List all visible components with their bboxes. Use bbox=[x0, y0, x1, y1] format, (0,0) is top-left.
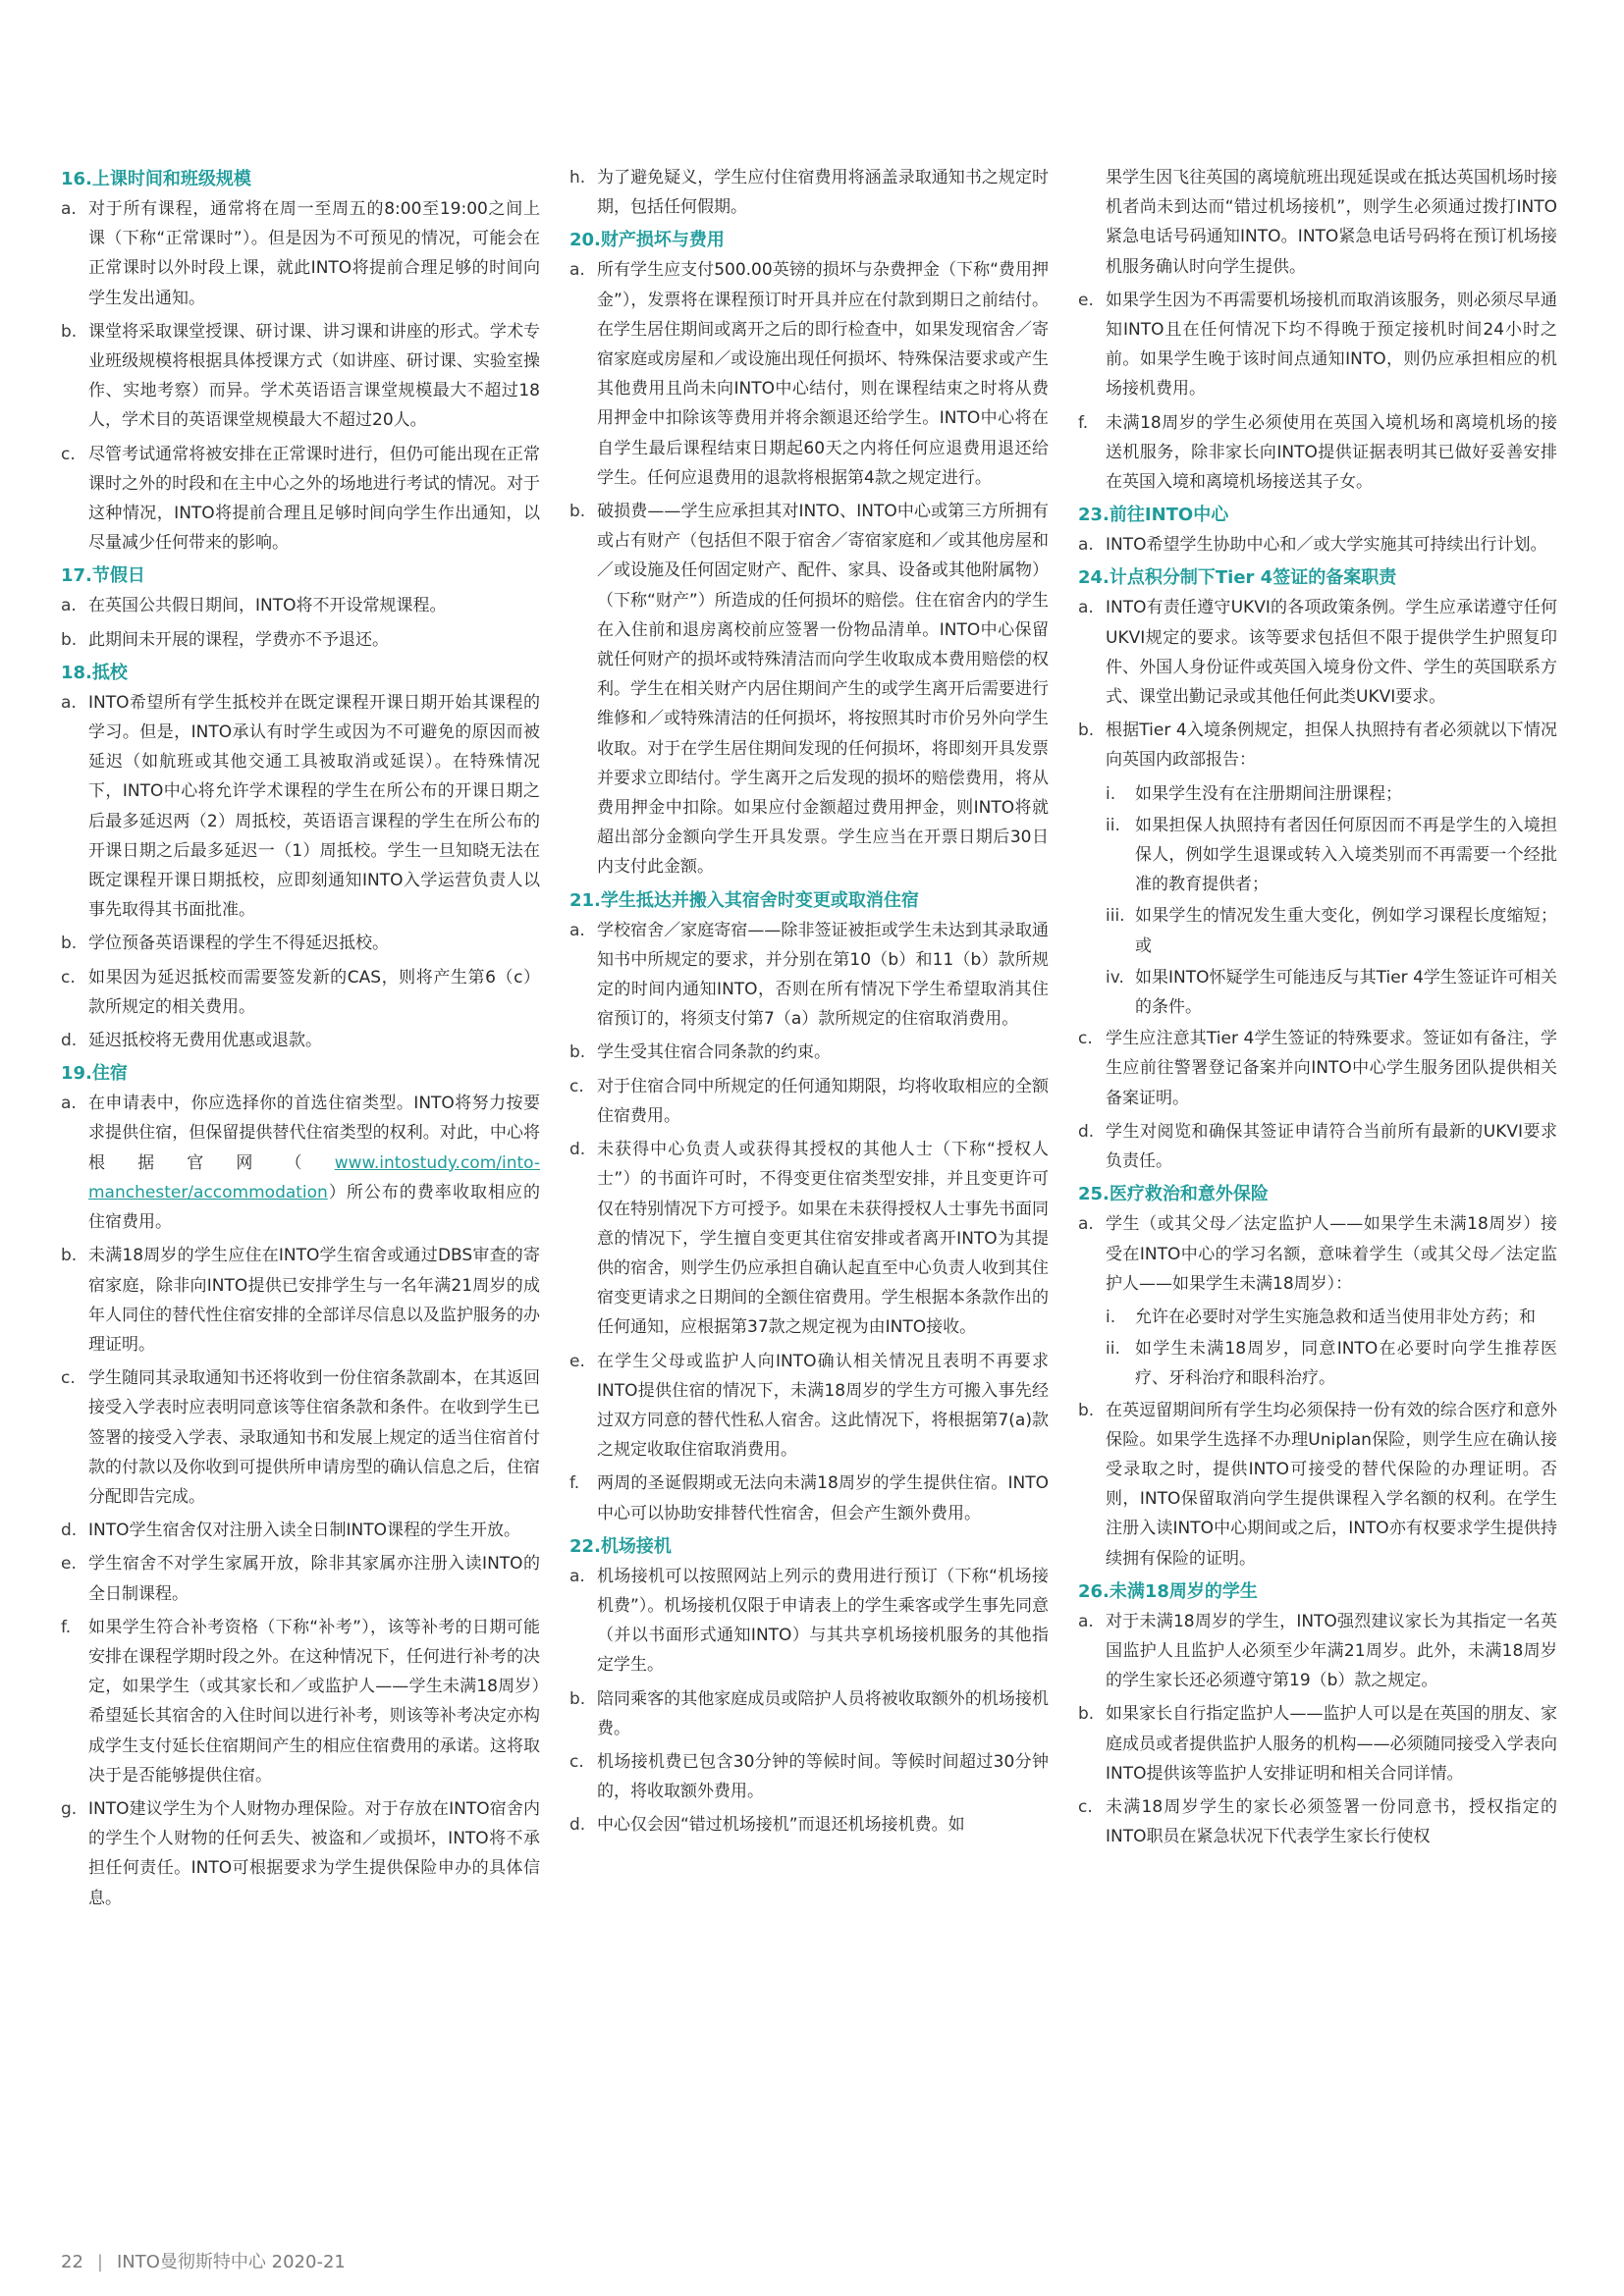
clause-label: d. bbox=[61, 1521, 78, 1541]
clause bbox=[1078, 716, 1557, 774]
clause-text bbox=[597, 1038, 1049, 1067]
clause-text bbox=[597, 1072, 1049, 1131]
clause-text bbox=[88, 1613, 540, 1790]
clause-text-part: 对于所有课程，通常将在周一至周五的8:00至19:00之间上课（下称“正常课时”）。但是因为不可预见的情况，可能会在正常课时以外时段上课，就此INTO将提前合理足够的时间向学生发出通知。 bbox=[88, 199, 540, 308]
clause-text-part: 如学生未满18周岁，同意INTO在必要时向学生推荐医疗、牙科治疗和眼科治疗。 bbox=[1135, 1339, 1557, 1389]
section-heading: 24.计点积分制下Tier 4签证的备案职责 bbox=[1078, 567, 1397, 589]
clause bbox=[1078, 1699, 1557, 1789]
clause-text bbox=[1106, 1607, 1557, 1696]
clause-text-part: 学位预备英语课程的学生不得延迟抵校。 bbox=[88, 934, 389, 954]
clause-text bbox=[1106, 163, 1557, 282]
clause-text bbox=[1135, 901, 1557, 960]
clause-text bbox=[88, 1089, 540, 1237]
clause-text-part: 课堂将采取课堂授课、研讨课、讲习课和讲座的形式。学术专业班级规模将根据具体授课方式（如讲座、研讨课、实验室操作、实地考察）而异。学术英语语言课堂规模最大不超过18人，学术目的英语课堂规模最大不超过20人。 bbox=[88, 321, 540, 431]
clause-label: c. bbox=[569, 1751, 584, 1772]
clause-text bbox=[597, 255, 1049, 493]
section-heading: 21.学生抵达并搬入其宿舍时变更或取消住宿 bbox=[569, 889, 919, 911]
clause-text bbox=[1106, 1699, 1557, 1789]
clause-label: a. bbox=[1078, 1214, 1094, 1235]
clause-text-part: 在学生父母或监护人向INTO确认相关情况且表明不再要求INTO提供住宿的情况下，未满18周岁的学生方可搬入事先经过双方同意的替代性私人宿舍。这此情况下，将根据第7(a)款之规定收取住宿取消费用。 bbox=[597, 1351, 1049, 1461]
clause-label: b. bbox=[61, 1246, 78, 1266]
sub-clause bbox=[1106, 963, 1557, 1022]
clause-label: iv. bbox=[1106, 967, 1124, 988]
clause-text bbox=[88, 440, 540, 559]
clause-label: e. bbox=[1078, 290, 1094, 310]
clause bbox=[1078, 286, 1557, 404]
clause bbox=[1078, 408, 1557, 498]
clause bbox=[1078, 163, 1557, 282]
clause-label: h. bbox=[569, 168, 586, 187]
clause-text-part: 所有学生应支付500.00英镑的损坏与杂费押金（下称“费用押金”），发票将在课程预订时开具并应在付款到期日之前结付。在学生居住期间或离开之后的即行检查中，如果发现宿舍／寄宿家庭或房屋和／或设施出现任何损坏、特殊保洁要求或产生其他费用且尚未向INTO中心结付，则在课程结束之时将从费用押金中扣除该等费用并将余额退还给学生。INTO中心将在自学生最后课程结束日期起60天之内将任何应退费用退还给学生。任何应退费用的退款将根据第4款之规定进行。 bbox=[597, 260, 1049, 488]
clause-text bbox=[1106, 1396, 1557, 1574]
clause-label: f. bbox=[1078, 412, 1089, 433]
section-heading: 22.机场接机 bbox=[569, 1535, 672, 1557]
clause-label: g. bbox=[61, 1798, 78, 1819]
clause-text bbox=[597, 1562, 1049, 1681]
clause-label: c. bbox=[1078, 1029, 1093, 1049]
clause-text-part: INTO希望学生协助中心和／或大学实施其可持续出行计划。 bbox=[1106, 535, 1547, 556]
clause-label: b. bbox=[61, 934, 78, 954]
clause bbox=[569, 255, 1049, 493]
clause bbox=[569, 1135, 1049, 1342]
page-footer bbox=[61, 2248, 346, 2273]
clause-text bbox=[1106, 286, 1557, 404]
clause-text bbox=[597, 1810, 1049, 1840]
clause bbox=[569, 1468, 1049, 1527]
clause-text bbox=[88, 1794, 540, 1913]
clause-label: e. bbox=[61, 1554, 77, 1575]
clause-label: f. bbox=[61, 1617, 72, 1637]
column-middle bbox=[569, 163, 1049, 1844]
clause-text-part: INTO建议学生为个人财物办理保险。对于存放在INTO宿舍内的学生个人财物的任何丢失、被盗和／或损坏，INTO将不承担任何责任。INTO可根据要求为学生提供保险申办的具体信息。 bbox=[88, 1798, 540, 1908]
clause-label: d. bbox=[569, 1140, 586, 1160]
clause-label: f. bbox=[569, 1473, 580, 1494]
clause-label: c. bbox=[61, 967, 76, 988]
clause-text-part: 在申请表中，你应选择你的首选住宿类型。INTO将努力按要求提供住宿，但保留提供替代住宿类型的权利。对此，中心将根据官网（ bbox=[88, 1094, 540, 1173]
clause bbox=[61, 1516, 540, 1545]
clause bbox=[569, 1684, 1049, 1743]
clause bbox=[569, 1072, 1049, 1131]
clause-label: a. bbox=[61, 1094, 77, 1114]
clause bbox=[569, 163, 1049, 222]
sub-clause bbox=[1106, 1303, 1557, 1332]
clause-label: a. bbox=[1078, 535, 1094, 556]
clause-label: b. bbox=[569, 1042, 586, 1063]
clause-text-part: 学生对阅览和确保其签证申请符合当前所有最新的UKVI要求负责任。 bbox=[1106, 1121, 1557, 1172]
clause-label: b. bbox=[61, 321, 78, 342]
footer-separator: | bbox=[96, 2252, 103, 2272]
document-title: INTO曼彻斯特中心 2020-21 bbox=[116, 2252, 346, 2272]
clause-text bbox=[1135, 811, 1557, 900]
clause-text-part: 未满18周岁学生的家长必须签署一份同意书，授权指定的INTO职员在紧急状况下代表学生家长行使权 bbox=[1106, 1796, 1557, 1847]
section-heading: 23.前往INTO中心 bbox=[1078, 505, 1229, 526]
clause bbox=[1078, 593, 1557, 712]
clause-label: a. bbox=[569, 1566, 585, 1586]
clause bbox=[61, 1241, 540, 1360]
clause bbox=[1078, 1396, 1557, 1574]
clause-label: b. bbox=[61, 629, 78, 650]
clause-text bbox=[88, 625, 540, 655]
clause-label: c. bbox=[569, 1076, 584, 1096]
clause-text-part: 机场接机可以按照网站上列示的费用进行预订（下称“机场接机费”）。机场接机仅限于申请表上的学生乘客或学生事先同意（并以书面形式通知INTO）与其共享机场接机服务的其他指定学生。 bbox=[597, 1566, 1049, 1676]
clause-text bbox=[88, 688, 540, 926]
clause bbox=[1078, 1024, 1557, 1113]
clause-text-part: 如果家长自行指定监护人——监护人可以是在英国的朋友、家庭成员或者提供监护人服务的机构——必须随同接受入学表向INTO提供该等监护人安排证明和相关合同详情。 bbox=[1106, 1704, 1557, 1784]
clause-text-part: 未满18周岁的学生必须使用在英国入境机场和离境机场的接送机服务，除非家长向INTO提供证据表明其已做好妥善安排在英国入境和离境机场接送其子女。 bbox=[1106, 412, 1557, 493]
clause-text bbox=[88, 1516, 540, 1545]
clause-label: d. bbox=[61, 1031, 78, 1051]
clause-text-part: 如果INTO怀疑学生可能违反与其Tier 4学生签证许可相关的条件。 bbox=[1135, 967, 1557, 1018]
clause-label: a. bbox=[61, 596, 77, 616]
clause-label: a. bbox=[569, 260, 585, 281]
clause-text-part: 在英国公共假日期间，INTO将不开设常规课程。 bbox=[88, 596, 447, 616]
clause-label bbox=[1078, 163, 1106, 282]
clause bbox=[61, 1794, 540, 1913]
clause-label: c. bbox=[61, 1368, 76, 1389]
clause-text-part: 如果担保人执照持有者因任何原因而不再是学生的入境担保人，例如学生退课或转入入境类别而不再需要一个经批准的教育提供者； bbox=[1135, 815, 1557, 895]
clause-text-part: 学生宿舍不对学生家属开放，除非其家属亦注册入读INTO的全日制课程。 bbox=[88, 1554, 540, 1604]
clause-text-part: 对于住宿合同中所规定的任何通知期限，均将收取相应的全额住宿费用。 bbox=[597, 1076, 1049, 1126]
clause-text bbox=[88, 1241, 540, 1360]
clause-text-part: 如果学生因为不再需要机场接机而取消该服务，则必须尽早通知INTO且在任何情况下均不得晚于预定接机时间24小时之前。如果学生晚于该时间点通知INTO，则仍应承担相应的机场接机费用。 bbox=[1106, 290, 1557, 400]
clause-text bbox=[1106, 530, 1557, 560]
clause-text-part: 在英逗留期间所有学生均必须保持一份有效的综合医疗和意外保险。如果学生选择不办理Uniplan保险，则学生应在确认接受录取之时，提供INTO可接受的替代保险的办理证明。否则，INTO保留取消向学生提供课程入学名额的权利。在学生注册入读INTO中心期间或之后，INTO亦有权要求学生提供持续拥有保险的证明。 bbox=[1106, 1400, 1557, 1569]
clause-text-part: 两周的圣诞假期或无法向未满18周岁的学生提供住宿。INTO中心可以协助安排替代性宿舍，但会产生额外费用。 bbox=[597, 1473, 1049, 1523]
clause-text bbox=[88, 194, 540, 313]
clause-label: a. bbox=[569, 920, 585, 940]
clause-label: i. bbox=[1106, 1307, 1116, 1327]
column-right bbox=[1078, 163, 1557, 1855]
clause-text-part: 未获得中心负责人或获得其授权的其他人士（下称“授权人士”）的书面许可时，不得变更住宿类型安排，并且变更许可仅在特别情况下方可授予。如果在未获得授权人士事先书面同意的情况下，学生擅自变更其住宿安排或者离开INTO为其提供的宿舍，则学生仍应承担自确认起直至中心负责人收到其住宿变更请求之日期间的全额住宿费用。学生根据本条款作出的任何通知，应根据第37款之规定视为由INTO接收。 bbox=[597, 1140, 1049, 1338]
section-heading: 25.医疗救治和意外保险 bbox=[1078, 1184, 1269, 1205]
clause bbox=[61, 591, 540, 620]
section-heading: 16.上课时间和班级规模 bbox=[61, 169, 251, 189]
clause-label: c. bbox=[61, 444, 76, 464]
clause-text bbox=[1106, 1209, 1557, 1299]
clause-text bbox=[597, 1747, 1049, 1806]
clause-text bbox=[597, 1347, 1049, 1466]
clause-label: c. bbox=[1078, 1796, 1093, 1817]
clause bbox=[61, 963, 540, 1022]
clause-text-part: 如果学生符合补考资格（下称“补考”），该等补考的日期可能安排在课程学期时段之外。在这种情况下，任何进行补考的决定，如果学生（或其家长和／或监护人——学生未满18周岁）希望延长其宿舍的入住时间以进行补考，则该等补考决定亦构成学生支付延长住宿期间产生的相应住宿费用的承诺。这将取决于是否能够提供住宿。 bbox=[88, 1617, 540, 1786]
clause-text-part: 延迟抵校将无费用优惠或退款。 bbox=[88, 1031, 322, 1051]
clause bbox=[569, 1747, 1049, 1806]
clause-text-part: 如果因为延迟抵校而需要签发新的CAS，则将产生第6（c）款所规定的相关费用。 bbox=[88, 967, 540, 1017]
clause-text bbox=[88, 1363, 540, 1512]
clause-label: a. bbox=[61, 199, 77, 219]
section-heading: 26.未满18周岁的学生 bbox=[1078, 1580, 1258, 1602]
clause bbox=[61, 440, 540, 559]
clause-text-part: 学生受其住宿合同条款的约束。 bbox=[597, 1042, 831, 1063]
clause bbox=[61, 1363, 540, 1512]
sub-clause bbox=[1106, 811, 1557, 900]
clause bbox=[61, 1613, 540, 1790]
clause-label: i. bbox=[1106, 783, 1116, 804]
clause-text-part: 陪同乘客的其他家庭成员或陪护人员将被收取额外的机场接机费。 bbox=[597, 1688, 1049, 1738]
clause-text bbox=[88, 1026, 540, 1055]
sub-clause bbox=[1106, 1334, 1557, 1393]
clause-text-part: 允许在必要时对学生实施急救和适当使用非处方药；和 bbox=[1135, 1307, 1536, 1327]
clause bbox=[1078, 1209, 1557, 1299]
clause-label: a. bbox=[1078, 598, 1094, 618]
clause bbox=[61, 1026, 540, 1055]
clause-label: a. bbox=[1078, 1611, 1094, 1631]
clause-text bbox=[1106, 1024, 1557, 1113]
clause-label: b. bbox=[1078, 1400, 1095, 1420]
page-number: 22 bbox=[61, 2252, 83, 2272]
clause-label: a. bbox=[61, 692, 77, 713]
clause-label: ii. bbox=[1106, 1339, 1120, 1360]
clause-text-part: 中心仅会因“错过机场接机”而退还机场接机费。如 bbox=[597, 1815, 965, 1836]
section-heading: 18.抵校 bbox=[61, 662, 128, 683]
clause-text bbox=[597, 1468, 1049, 1527]
clause-text-part: 学生随同其录取通知书还将收到一份住宿条款副本，在其返回接受入学表时应表明同意该等住宿条款和条件。在收到学生已签署的接受入学表、录取通知书和发展上规定的适当住宿首付款的付款以及你收到可提供所申请房型的确认信息之后，住宿分配即告完成。 bbox=[88, 1368, 540, 1507]
clause bbox=[61, 1549, 540, 1608]
clause-label: ii. bbox=[1106, 815, 1120, 835]
clause bbox=[1078, 1607, 1557, 1696]
clause bbox=[569, 1562, 1049, 1681]
clause-text bbox=[88, 1549, 540, 1608]
clause-label: d. bbox=[1078, 1121, 1095, 1142]
clause-text bbox=[1106, 716, 1557, 774]
clause-text bbox=[1106, 593, 1557, 712]
clause bbox=[569, 1038, 1049, 1067]
clause-text-part: 学生应注意其Tier 4学生签证的特殊要求。签证如有备注，学生应前往警署登记备案并向INTO中心学生服务团队提供相关备案证明。 bbox=[1106, 1029, 1557, 1108]
clause bbox=[569, 497, 1049, 882]
clause-text-part: ）所公布的费率收取相应的住宿费用。 bbox=[88, 1182, 540, 1233]
clause bbox=[61, 194, 540, 313]
clause-text-part: 如果学生的情况发生重大变化，例如学习课程长度缩短；或 bbox=[1135, 906, 1557, 956]
clause-text bbox=[88, 317, 540, 436]
clause-text bbox=[1135, 1334, 1557, 1393]
clause-text-part: 机场接机费已包含30分钟的等候时间。等候时间超过30分钟的，将收取额外费用。 bbox=[597, 1751, 1049, 1802]
clause-text bbox=[88, 591, 540, 620]
clause bbox=[569, 916, 1049, 1035]
clause bbox=[61, 625, 540, 655]
clause bbox=[569, 1347, 1049, 1466]
clause bbox=[61, 688, 540, 926]
clause bbox=[1078, 530, 1557, 560]
clause-text-part: 如果学生没有在注册期间注册课程； bbox=[1135, 783, 1402, 804]
clause bbox=[61, 1089, 540, 1237]
clause-text-part: 尽管考试通常将被安排在正常课时进行，但仍可能出现在正常课时之外的时段和在主中心之外的场地进行考试的情况。对于这种情况，INTO将提前合理且足够时间向学生作出通知，以尽量减少任何带来的影响。 bbox=[88, 444, 540, 554]
clause-label: d. bbox=[569, 1815, 586, 1836]
clause-text bbox=[1106, 1117, 1557, 1176]
clause-text-part: 学生（或其父母／法定监护人——如果学生未满18周岁）接受在INTO中心的学习名额，意味着学生（或其父母／法定监护人——如果学生未满18周岁）： bbox=[1106, 1214, 1557, 1294]
clause bbox=[61, 929, 540, 958]
clause bbox=[569, 1810, 1049, 1840]
clause-text-part: INTO有责任遵守UKVI的各项政策条例。学生应承诺遵守任何UKVI规定的要求。该等要求包括但不限于提供学生护照复印件、外国人身份证件或英国入境身份文件、学生的英国联系方式、课堂出勤记录或其他任何此类UKVI要求。 bbox=[1106, 598, 1557, 708]
clause-label: e. bbox=[569, 1351, 585, 1371]
column-left bbox=[61, 163, 540, 1917]
clause-text-part: 对于未满18周岁的学生，INTO强烈建议家长为其指定一名英国监护人且监护人必须至少年满21周岁。此外，未满18周岁的学生家长还必须遵守第19（b）款之规定。 bbox=[1106, 1611, 1557, 1691]
clause-text bbox=[1135, 963, 1557, 1022]
section-heading: 20.财产损坏与费用 bbox=[569, 230, 725, 251]
section-heading: 19.住宿 bbox=[61, 1063, 128, 1085]
clause-text-part: INTO希望所有学生抵校并在既定课程开课日期开始其课程的学习。但是，INTO承认有时学生或因为不可避免的原因而被延迟（如航班或其他交通工具被取消或延误）。在特殊情况下，INTO中心将允许学术课程的学生在所公布的开课日期之后最多延迟两（2）周抵校，英语语言课程的学生在所公布的开课日期之后最多延迟一（1）周抵校。学生一旦知晓无法在既定课程开课日期抵校，应即刻通知INTO入学运营负责人以事先取得其书面批准。 bbox=[88, 692, 540, 921]
clause-text bbox=[597, 163, 1049, 222]
clause-text-part: INTO学生宿舍仅对注册入读全日制INTO课程的学生开放。 bbox=[88, 1521, 520, 1541]
clause-text bbox=[1106, 1792, 1557, 1851]
sub-clause bbox=[1106, 779, 1557, 809]
clause-text bbox=[88, 963, 540, 1022]
clause-text bbox=[597, 916, 1049, 1035]
clause-text-part: 为了避免疑义，学生应付住宿费用将涵盖录取通知书之规定时期，包括任何假期。 bbox=[597, 168, 1049, 218]
clause-label: iii. bbox=[1106, 906, 1125, 927]
clause-label: b. bbox=[569, 502, 586, 522]
clause-text bbox=[1135, 779, 1557, 809]
clause-label: b. bbox=[569, 1688, 586, 1709]
clause bbox=[1078, 1792, 1557, 1851]
clause-text-part: 学校宿舍／家庭寄宿——除非签证被拒或学生未达到其录取通知书中所规定的要求，并分别在第10（b）和11（b）款所规定的时间内通知INTO，否则在所有情况下学生希望取消其住宿预订的，将须支付第7（a）款所规定的住宿取消费用。 bbox=[597, 920, 1049, 1030]
clause-label: b. bbox=[1078, 1704, 1095, 1725]
clause bbox=[1078, 1117, 1557, 1176]
clause-text-part: 根据Tier 4入境条例规定，担保人执照持有者必须就以下情况向英国内政部报告： bbox=[1106, 721, 1557, 771]
clause-text bbox=[1106, 408, 1557, 498]
clause-label: b. bbox=[1078, 721, 1095, 741]
accommodation-link[interactable]: www.intostudy.com/into-manchester/accommodation bbox=[88, 1152, 540, 1202]
section-heading: 17.节假日 bbox=[61, 565, 145, 587]
clause-text bbox=[88, 929, 540, 958]
clause-text-part: 破损费——学生应承担其对INTO、INTO中心或第三方所拥有或占有财产（包括但不限于宿舍／寄宿家庭和／或其他房屋和／或设施及任何固定财产、配件、家具、设备或其他附属物）（下称“财产”）所造成的任何损坏的赔偿。住在宿舍内的学生在入住前和退房离校前应签署一份物品清单。INTO中心保留就任何财产的损坏或特殊清洁而向学生收取成本费用赔偿的权利。学生在相关财产内居住期间产生的或学生离开后需要进行维修和／或特殊清洁的任何损坏，将按照其时市价另外向学生收取。对于在学生居住期间发现的任何损坏，将即刻开具发票并要求立即结付。学生离开之后发现的损坏的赔偿费用，将从费用押金中扣除。如果应付金额超过费用押金，则INTO将就超出部分金额向学生开具发票。学生应当在开票日期后30日内支付此金额。 bbox=[597, 502, 1049, 878]
sub-clause bbox=[1106, 901, 1557, 960]
clause-text bbox=[597, 497, 1049, 882]
clause-text-part: 果学生因飞往英国的离境航班出现延误或在抵达英国机场时接机者尚未到达而“错过机场接机”，则学生必须通过拨打INTO紧急电话号码通知INTO。INTO紧急电话号码将在预订机场接机服务确认时向学生提供。 bbox=[1106, 168, 1557, 277]
clause bbox=[61, 317, 540, 436]
clause-text bbox=[597, 1135, 1049, 1342]
clause-text-part: 此期间未开展的课程，学费亦不予退还。 bbox=[88, 629, 389, 650]
clause-text-part: 未满18周岁的学生应住在INTO学生宿舍或通过DBS审查的寄宿家庭，除非向INTO提供已安排学生与一名年满21周岁的成年人同住的替代性住宿安排的全部详尽信息以及监护服务的办理证明。 bbox=[88, 1246, 540, 1355]
clause-text bbox=[597, 1684, 1049, 1743]
clause-text bbox=[1135, 1303, 1557, 1332]
